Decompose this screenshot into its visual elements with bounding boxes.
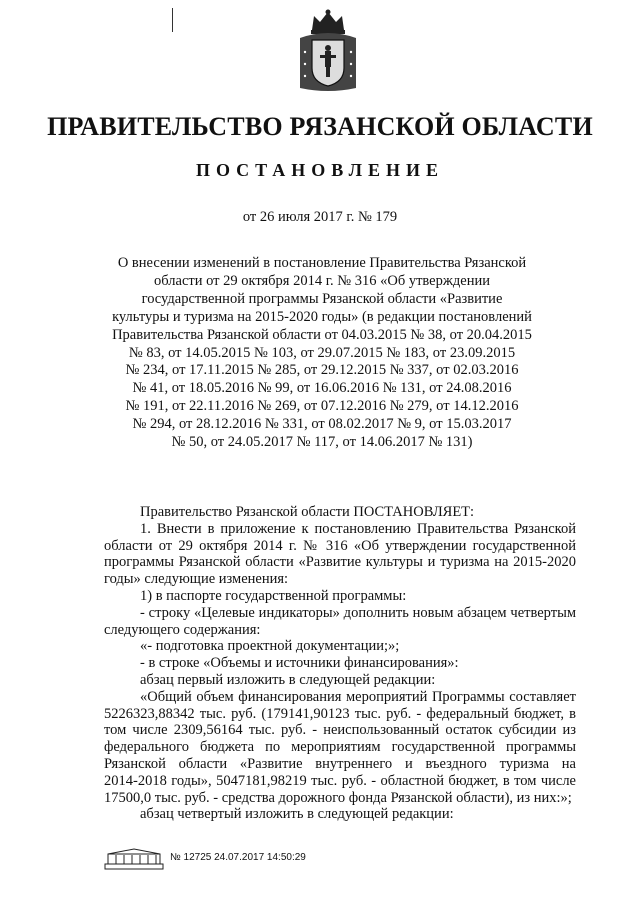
body-line: 1) в паспорте государственной программы: [140, 587, 407, 604]
body-line: - в строке «Объемы и источники финансирования»: [140, 655, 459, 672]
subject-line: культуры и туризма на 2015-2020 годы» (в редакции постановлений [112, 308, 532, 325]
coat-of-arms-icon [296, 8, 360, 92]
body-line: программы Рязанской области «Развитие культуры и туризма на 2015-2020 [104, 554, 576, 571]
body-line: 17500,0 тыс. руб. - средства дорожного фонда Рязанской области), из них:»; [104, 789, 572, 806]
body-line: 2014-2018 годы», 5047181,98219 тыс. руб. - областной бюджет, в том числе [104, 772, 576, 789]
resolution-body [104, 504, 576, 823]
government-title: ПРАВИТЕЛЬСТВО РЯЗАНСКОЙ ОБЛАСТИ [47, 112, 593, 141]
subject-line: № 234, от 17.11.2015 № 285, от 29.12.2015 № 337, от 02.03.2016 [125, 362, 519, 379]
subject-line: области от 29 октября 2014 г. № 316 «Об утверждении [154, 272, 490, 289]
subject-line: № 191, от 22.11.2016 № 269, от 07.12.2016 № 279, от 14.12.2016 [125, 398, 519, 415]
subject-line: № 294, от 28.12.2016 № 331, от 08.02.2017 № 9, от 15.03.2017 [132, 416, 512, 433]
body-line: - строку «Целевые индикаторы» дополнить новым абзацем четвертым [140, 604, 576, 621]
registration-number: № 12725 24.07.2017 14:50:29 [170, 852, 306, 863]
body-line: 1. Внести в приложение к постановлению Правительства Рязанской [140, 520, 576, 537]
scan-mark [172, 8, 173, 32]
body-line: «- подготовка проектной документации;»; [140, 638, 400, 655]
body-line: следующего содержания: [104, 621, 261, 638]
registration-footer [104, 848, 404, 870]
body-line: федерального бюджета по мероприятиям государственной программы [104, 739, 576, 756]
subject-line: № 83, от 14.05.2015 № 103, от 29.07.2015 № 183, от 23.09.2015 [128, 344, 516, 361]
body-line: абзац четвертый изложить в следующей редакции: [140, 806, 454, 823]
subject-block [112, 255, 532, 452]
body-line: абзац первый изложить в следующей редакции: [140, 671, 436, 688]
document-type: ПОСТАНОВЛЕНИЕ [195, 160, 445, 180]
registry-stamp-icon [104, 848, 164, 870]
subject-line: Правительства Рязанской области от 04.03.2015 № 38, от 20.04.2015 [112, 326, 532, 343]
subject-line: № 41, от 18.05.2016 № 99, от 16.06.2016 № 131, от 24.08.2016 [132, 380, 512, 397]
body-line: 5226323,88342 тыс. руб. (179141,90123 тыс. руб. - федеральный бюджет, в [104, 705, 576, 722]
body-line: Правительство Рязанской области ПОСТАНОВЛЯЕТ: [140, 504, 475, 520]
subject-line: О внесении изменений в постановление Правительства Рязанской [117, 255, 527, 271]
body-line: области от 29 октября 2014 г. № 316 «Об утверждении государственной [104, 537, 576, 554]
subject-line: государственной программы Рязанской области «Развитие [141, 290, 503, 307]
document-date: от 26 июля 2017 г. № 179 [242, 209, 398, 225]
body-line: годы» следующие изменения: [104, 571, 289, 588]
subject-line: № 50, от 24.05.2017 № 117, от 14.06.2017 № 131) [171, 434, 473, 451]
body-line: том числе 2309,56164 тыс. руб. - неиспользованный остаток субсидии из [104, 722, 576, 739]
body-line: Рязанской области «Развитие внутреннего и въездного туризма на [104, 755, 576, 772]
body-line: «Общий объем финансирования мероприятий Программы составляет [140, 688, 576, 705]
